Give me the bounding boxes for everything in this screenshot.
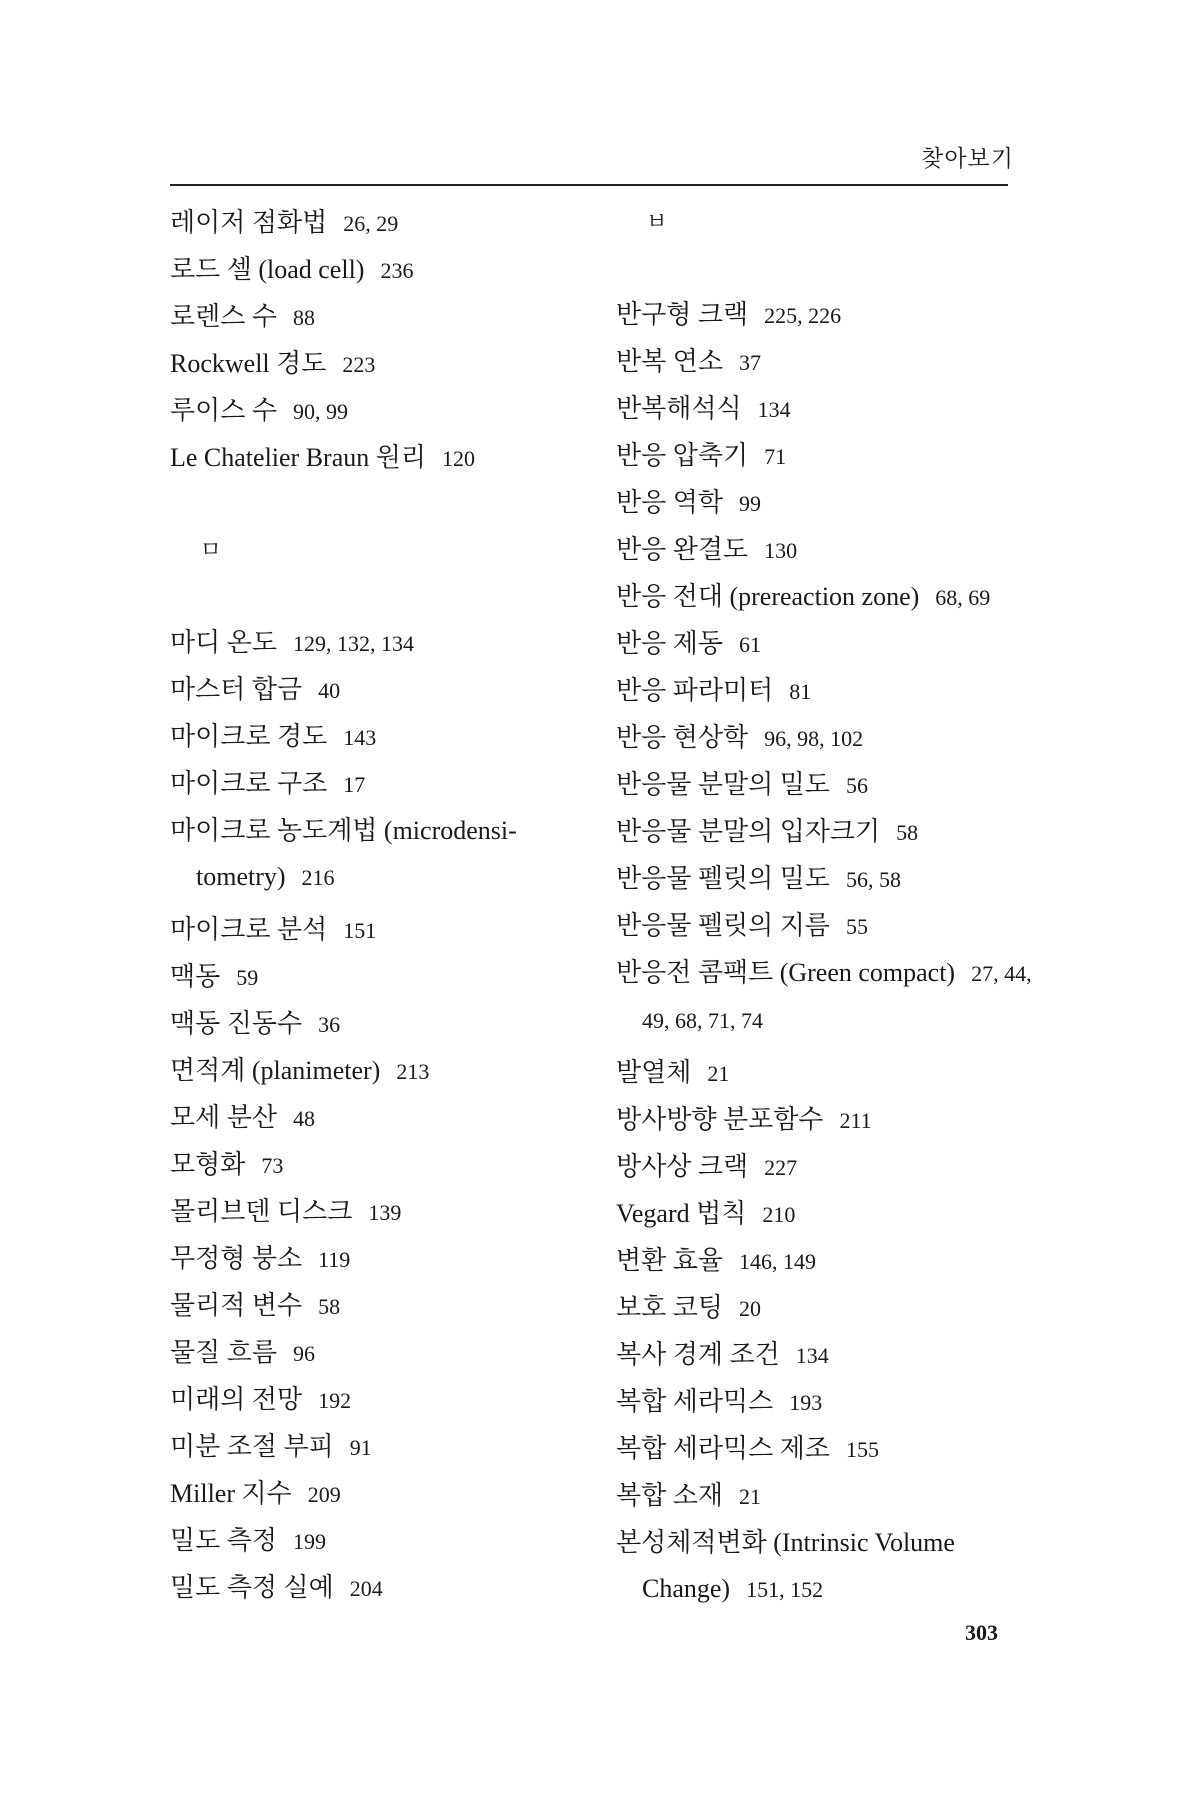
index-term: 레이저 점화법 <box>170 208 328 237</box>
index-term: 반응 파라미터 <box>616 676 774 705</box>
index-entry <box>616 721 1026 756</box>
index-term: 반응물 분말의 밀도 <box>616 770 830 799</box>
index-entry <box>616 768 1026 803</box>
index-pages: 146, 149 <box>738 1249 816 1274</box>
index-entry <box>616 345 1026 380</box>
section-spacer <box>616 252 1026 298</box>
index-pages: 55 <box>845 914 868 939</box>
index-term: 모형화 <box>170 1150 246 1179</box>
index-term: 반응물 분말의 입자크기 <box>616 817 881 846</box>
index-entry <box>170 1571 600 1606</box>
index-pages: 225, 226 <box>764 303 842 328</box>
index-pages: 227 <box>764 1155 798 1180</box>
index-term: 반응물 펠릿의 밀도 <box>616 864 830 893</box>
index-term: 모세 분산 <box>170 1103 277 1132</box>
index-term: 미분 조절 부피 <box>170 1432 334 1461</box>
index-term: 마이크로 농도계법 (microdensi- tometry) <box>170 816 517 891</box>
index-pages: 21 <box>707 1061 730 1086</box>
index-pages: 90, 99 <box>292 399 348 424</box>
index-pages: 192 <box>318 1388 352 1413</box>
index-entry <box>616 580 1026 615</box>
index-pages: 81 <box>789 679 812 704</box>
index-term: Vegard 법칙 <box>616 1199 747 1228</box>
index-pages: 91 <box>349 1435 372 1460</box>
index-entry <box>170 1524 600 1559</box>
index-term: 반복 연소 <box>616 347 723 376</box>
index-pages: 216 <box>301 865 335 890</box>
index-pages: 73 <box>261 1153 284 1178</box>
index-term: 변환 효율 <box>616 1246 723 1275</box>
index-term: 무정형 붕소 <box>170 1244 303 1273</box>
index-entry <box>170 1054 600 1089</box>
index-term: Miller 지수 <box>170 1479 292 1508</box>
index-entry <box>170 300 600 335</box>
index-term: 몰리브덴 디스크 <box>170 1197 353 1226</box>
index-term: 방사상 크랙 <box>616 1152 749 1181</box>
index-term: 마디 온도 <box>170 628 277 657</box>
index-pages: 20 <box>738 1296 761 1321</box>
index-entry <box>616 674 1026 709</box>
index-entry <box>170 960 600 995</box>
index-entry <box>170 808 526 901</box>
index-column-left <box>170 206 600 1618</box>
index-pages: 26, 29 <box>343 211 399 236</box>
index-entry <box>170 1336 600 1371</box>
index-pages: 56 <box>845 773 868 798</box>
index-pages: 211 <box>839 1108 872 1133</box>
index-entry <box>616 1338 1026 1373</box>
index-pages: 223 <box>342 352 376 377</box>
index-term: 반응 완결도 <box>616 535 749 564</box>
index-entry <box>170 1242 600 1277</box>
index-term: 맥동 <box>170 962 221 991</box>
index-pages: 155 <box>845 1437 879 1462</box>
index-entry <box>170 720 600 755</box>
index-pages: 61 <box>738 632 761 657</box>
index-entry <box>616 627 1026 662</box>
section-spacer <box>170 488 600 534</box>
index-term: 로렌스 수 <box>170 302 277 331</box>
index-pages: 129, 132, 134 <box>292 631 414 656</box>
index-entry <box>170 253 600 288</box>
index-entry <box>616 533 1026 568</box>
index-pages: 199 <box>292 1529 326 1554</box>
index-term: 마이크로 경도 <box>170 722 328 751</box>
index-term: 루이스 수 <box>170 396 277 425</box>
index-entry <box>170 441 600 476</box>
index-term: 반응전 콤팩트 (Green compact) <box>616 958 956 987</box>
index-term: Le Chatelier Braun 원리 <box>170 443 426 472</box>
index-entry <box>616 1520 1032 1613</box>
index-term: 로드 셀 (load cell) <box>170 255 365 284</box>
index-term: 물질 흐름 <box>170 1338 277 1367</box>
index-pages: 96 <box>292 1341 315 1366</box>
index-pages: 139 <box>368 1200 402 1225</box>
header-rule <box>170 184 1008 186</box>
section-spacer <box>170 580 600 626</box>
index-term: 반응 역학 <box>616 488 723 517</box>
index-entry <box>616 862 1026 897</box>
index-entry <box>170 767 600 802</box>
index-entry <box>170 347 600 382</box>
index-pages: 151 <box>343 918 377 943</box>
index-term: 맥동 진동수 <box>170 1009 303 1038</box>
index-entry <box>616 1150 1026 1185</box>
index-entry <box>616 950 1032 1044</box>
page-number: 303 <box>965 1620 998 1645</box>
index-term: 복합 소재 <box>616 1481 723 1510</box>
index-entry <box>170 1430 600 1465</box>
index-pages: 40 <box>318 678 341 703</box>
index-pages: 204 <box>349 1576 383 1601</box>
index-term: 보호 코팅 <box>616 1293 723 1322</box>
index-pages: 143 <box>343 725 377 750</box>
index-entry <box>170 1383 600 1418</box>
index-pages: 37 <box>738 350 761 375</box>
index-entry <box>616 298 1026 333</box>
index-entry <box>616 1432 1026 1467</box>
index-pages: 88 <box>292 305 315 330</box>
index-term: 마스터 합금 <box>170 675 303 704</box>
index-pages: 21 <box>738 1484 761 1509</box>
index-term: 반복해석식 <box>616 394 742 423</box>
index-entry <box>616 815 1026 850</box>
index-term: 복합 세라믹스 <box>616 1387 774 1416</box>
index-entry <box>170 1195 600 1230</box>
index-pages: 58 <box>896 820 919 845</box>
index-pages: 17 <box>343 772 366 797</box>
index-term: 물리적 변수 <box>170 1291 303 1320</box>
index-entry <box>616 909 1026 944</box>
index-pages: 210 <box>762 1202 796 1227</box>
index-term: 밀도 측정 <box>170 1526 277 1555</box>
index-pages: 56, 58 <box>845 867 901 892</box>
index-entry <box>616 1197 1026 1232</box>
index-pages: 48 <box>292 1106 315 1131</box>
index-term: 반응 압축기 <box>616 441 749 470</box>
index-pages: 130 <box>764 538 798 563</box>
index-pages: 27, 44, 49, 68, 71, 74 <box>642 961 1032 1033</box>
index-term: 마이크로 구조 <box>170 769 328 798</box>
index-entry <box>616 1385 1026 1420</box>
index-term: 반응 전대 (prereaction zone) <box>616 582 920 611</box>
index-term: 반응 현상학 <box>616 723 749 752</box>
index-pages: 193 <box>789 1390 823 1415</box>
index-entry <box>170 394 600 429</box>
index-term: 방사방향 분포함수 <box>616 1105 824 1134</box>
index-pages: 213 <box>396 1059 430 1084</box>
index-entry <box>170 1148 600 1183</box>
index-column-right <box>616 206 1032 1625</box>
index-entry <box>170 1007 600 1042</box>
section-heading-bieup: ㅂ <box>646 210 668 235</box>
index-pages: 71 <box>764 444 787 469</box>
index-entry <box>616 392 1026 427</box>
index-term: Rockwell 경도 <box>170 349 327 378</box>
index-pages: 99 <box>738 491 761 516</box>
index-entry <box>170 626 600 661</box>
index-pages: 119 <box>318 1247 351 1272</box>
index-pages: 58 <box>318 1294 341 1319</box>
index-pages: 236 <box>380 258 414 283</box>
index-term: 본성체적변화 (Intrinsic Volume Change) <box>616 1528 955 1603</box>
index-pages: 134 <box>795 1343 829 1368</box>
index-pages: 120 <box>442 446 475 471</box>
index-entry <box>170 913 600 948</box>
index-entry <box>616 1056 1026 1091</box>
index-term: 반응 제동 <box>616 629 723 658</box>
index-pages: 96, 98, 102 <box>764 726 864 751</box>
index-entry <box>616 1479 1026 1514</box>
index-pages: 59 <box>236 965 259 990</box>
index-entry <box>616 486 1026 521</box>
index-entry <box>170 673 600 708</box>
index-term: 복사 경계 조건 <box>616 1340 780 1369</box>
index-pages: 36 <box>318 1012 341 1037</box>
index-entry <box>616 1103 1026 1138</box>
index-pages: 134 <box>757 397 791 422</box>
index-entry <box>616 1291 1026 1326</box>
index-entry <box>170 1477 600 1512</box>
index-term: 발열체 <box>616 1058 692 1087</box>
index-pages: 209 <box>307 1482 341 1507</box>
index-pages: 68, 69 <box>935 585 991 610</box>
index-entry <box>170 206 600 241</box>
index-term: 면적계 (planimeter) <box>170 1056 381 1085</box>
index-term: 마이크로 분석 <box>170 915 328 944</box>
index-term: 복합 세라믹스 제조 <box>616 1434 830 1463</box>
index-term: 반구형 크랙 <box>616 300 749 329</box>
running-head: 찾아보기 <box>921 146 1014 172</box>
index-pages: 151, 152 <box>746 1577 824 1602</box>
index-entry <box>616 439 1026 474</box>
index-term: 미래의 전망 <box>170 1385 303 1414</box>
index-entry <box>616 1244 1026 1279</box>
index-entry <box>170 1289 600 1324</box>
index-term: 밀도 측정 실예 <box>170 1573 334 1602</box>
index-entry <box>170 1101 600 1136</box>
section-heading-mieum: ㅁ <box>200 538 222 563</box>
index-term: 반응물 펠릿의 지름 <box>616 911 830 940</box>
